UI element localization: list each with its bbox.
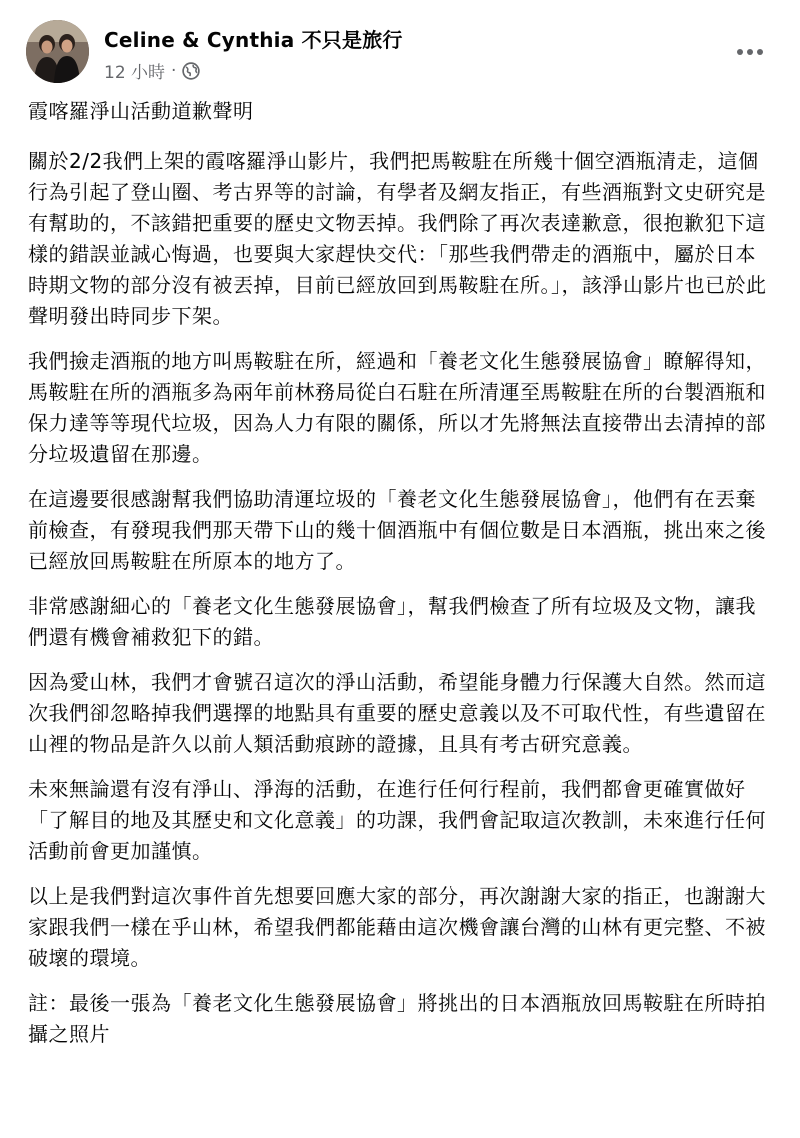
meta-separator: ·: [171, 60, 177, 81]
more-options-button[interactable]: [732, 34, 768, 70]
profile-avatar[interactable]: [26, 20, 89, 83]
post-paragraph: 我們撿走酒瓶的地方叫馬鞍駐在所，經過和「養老文化生態發展協會」瞭解得知，馬鞍駐在所的酒瓶多為兩年前林務局從白石駐在所清運至馬鞍駐在所的台製酒瓶和保力達等等現代垃圾，因為人力有限的關係，所以才先將無法直接帶出去清掉的部分垃圾遺留在那邊。: [28, 349, 766, 466]
post-paragraph: 非常感謝細心的「養老文化生態發展協會」，幫我們檢查了所有垃圾及文物，讓我們還有機會補救犯下的錯。: [28, 594, 756, 649]
globe-icon[interactable]: [182, 62, 200, 80]
post-paragraph: 未來無論還有沒有淨山、淨海的活動，在進行任何行程前，我們都會更確實做好「了解目的地及其歷史和文化意義」的功課，我們會記取這次教訓，未來進行任何活動前會更加謹慎。: [28, 777, 766, 863]
post-body: [28, 96, 776, 1064]
avatar-photo-icon: [26, 20, 89, 83]
post-meta: [104, 58, 200, 83]
page-name-link[interactable]: Celine & Cynthia 不只是旅行: [104, 28, 403, 52]
post-paragraph: 以上是我們對這次事件首先想要回應大家的部分，再次謝謝大家的指正，也謝謝大家跟我們一樣在乎山林，希望我們都能藉由這次機會讓台灣的山林有更完整、不被破壞的環境。: [28, 884, 766, 970]
post-paragraph: 因為愛山林，我們才會號召這次的淨山活動，希望能身體力行保護大自然。然而這次我們卻忽略掉我們選擇的地點具有重要的歷史意義以及不可取代性，有些遺留在山裡的物品是許久以前人類活動痕跡的證據，且具有考古研究意義。: [28, 670, 766, 756]
post-paragraph: 關於2/2我們上架的霞喀羅淨山影片，我們把馬鞍駐在所幾十個空酒瓶清走，這個行為引起了登山圈、考古界等的討論，有學者及網友指正，有些酒瓶對文史研究是有幫助的，不該錯把重要的歷史文物丟掉。我們除了再次表達歉意，很抱歉犯下這樣的錯誤並誠心悔過，也要與大家趕快交代：「那些我們帶走的酒瓶中，屬於日本時期文物的部分沒有被丟掉，目前已經放回到馬鞍駐在所。」，該淨山影片也已於此聲明發出時同步下架。: [28, 149, 767, 328]
more-options-icon: [736, 48, 764, 56]
post-note: 註：最後一張為「養老文化生態發展協會」將挑出的日本酒瓶放回馬鞍駐在所時拍攝之照片: [28, 991, 766, 1046]
post-header: [26, 20, 774, 84]
post-paragraph: 在這邊要很感謝幫我們協助清運垃圾的「養老文化生態發展協會」，他們有在丟棄前檢查，有發現我們那天帶下山的幾十個酒瓶中有個位數是日本酒瓶，挑出來之後已經放回馬鞍駐在所原本的地方了。: [28, 487, 766, 573]
post-timestamp[interactable]: 12 小時: [104, 63, 166, 83]
post-title: 霞喀羅淨山活動道歉聲明: [28, 99, 254, 123]
